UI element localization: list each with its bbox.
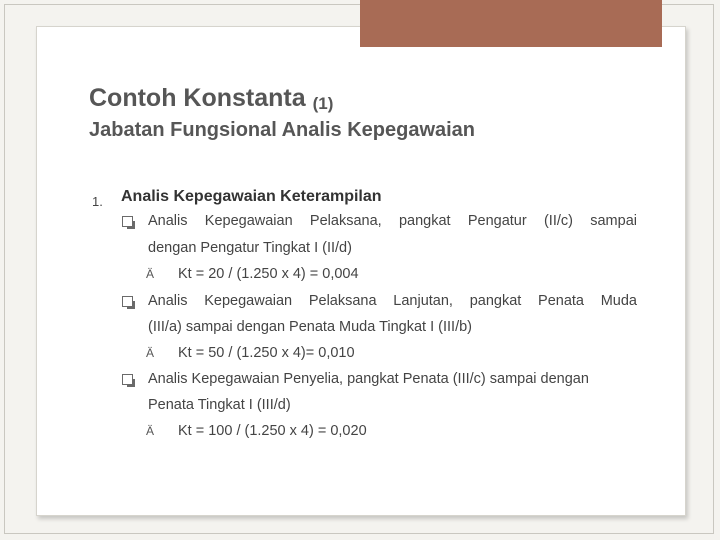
- arrow-icon: Ä: [146, 267, 155, 281]
- arrow-icon: Ä: [146, 424, 155, 438]
- item-2-line-2: (III/a) sampai dengan Penata Muda Tingkat I (III/b): [148, 319, 473, 335]
- arrow-icon: Ä: [146, 346, 155, 360]
- item-2-line-1: Analis Kepegawaian Pelaksana Lanjutan, pangkat Penata Muda: [148, 293, 637, 309]
- item-1-line-2: dengan Pengatur Tingkat I (II/d): [148, 240, 352, 256]
- item-1-line-1: Analis Kepegawaian Pelaksana, pangkat Pengatur (II/c) sampai: [148, 213, 637, 229]
- slide-subtitle: Jabatan Fungsional Analis Kepegawaian: [89, 119, 476, 141]
- slide-title-text: Contoh Konstanta: [89, 84, 306, 112]
- item-3-formula: Kt = 100 / (1.250 x 4) = 0,020: [178, 423, 367, 439]
- item-1-formula: Kt = 20 / (1.250 x 4) = 0,004: [178, 266, 359, 282]
- slide-title-sub: (1): [312, 94, 334, 113]
- accent-tab: [360, 0, 662, 47]
- item-3-line-1: Analis Kepegawaian Penyelia, pangkat Penata (III/c) sampai dengan: [148, 371, 589, 387]
- item-2-formula: Kt = 50 / (1.250 x 4)= 0,010: [178, 345, 355, 361]
- slide-title: [89, 84, 333, 114]
- section-number: 1.: [92, 194, 103, 209]
- checkbox-square-icon: [122, 374, 133, 385]
- item-3-line-2: Penata Tingkat I (III/d): [148, 397, 291, 413]
- checkbox-square-icon: [122, 296, 133, 307]
- section-heading: Analis Kepegawaian Keterampilan: [121, 188, 382, 205]
- checkbox-square-icon: [122, 216, 133, 227]
